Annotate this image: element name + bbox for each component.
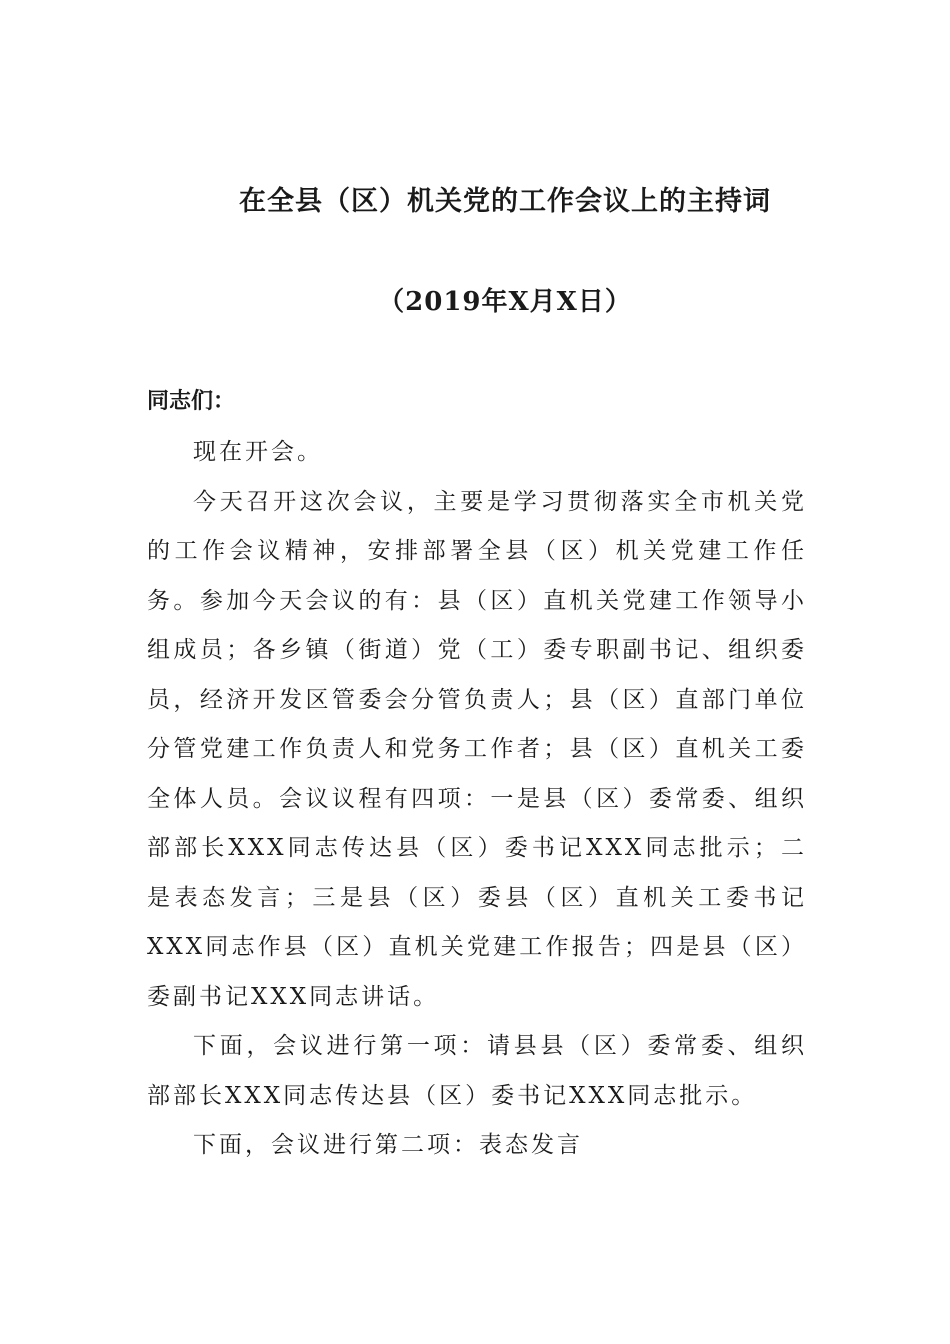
document-title: 在全县（区）机关党的工作会议上的主持词: [239, 186, 771, 217]
document-date: （2019年X月X日）: [378, 287, 632, 317]
paragraph: 下面，会议进行第二项：表态发言: [193, 1132, 583, 1158]
paragraph: 下面，会议进行第一项：请县县（区）委常委、组织部部长XXX同志传达县（区）委书记XXX同志批示。: [147, 1033, 807, 1109]
document-body: [147, 428, 807, 1171]
paragraph: 现在开会。: [193, 439, 323, 465]
salutation: 同志们：: [147, 389, 236, 414]
paragraph: 今天召开这次会议，主要是学习贯彻落实全市机关党的工作会议精神，安排部署全县（区）机关党建工作任务。参加今天会议的有：县（区）直机关党建工作领导小组成员；各乡镇（街道）党（工）委专职副书记、组织委员，经济开发区管委会分管负责人；县（区）直部门单位分管党建工作负责人和党务工作者；县（区）直机关工委全体人员。会议议程有四项：一是县（区）委常委、组织部部长XXX同志传达县（区）委书记XXX同志批示；二是表态发言；三是县（区）委县（区）直机关工委书记XXX同志作县（区）直机关党建工作报告；四是县（区）委副书记XXX同志讲话。: [147, 488, 807, 1010]
